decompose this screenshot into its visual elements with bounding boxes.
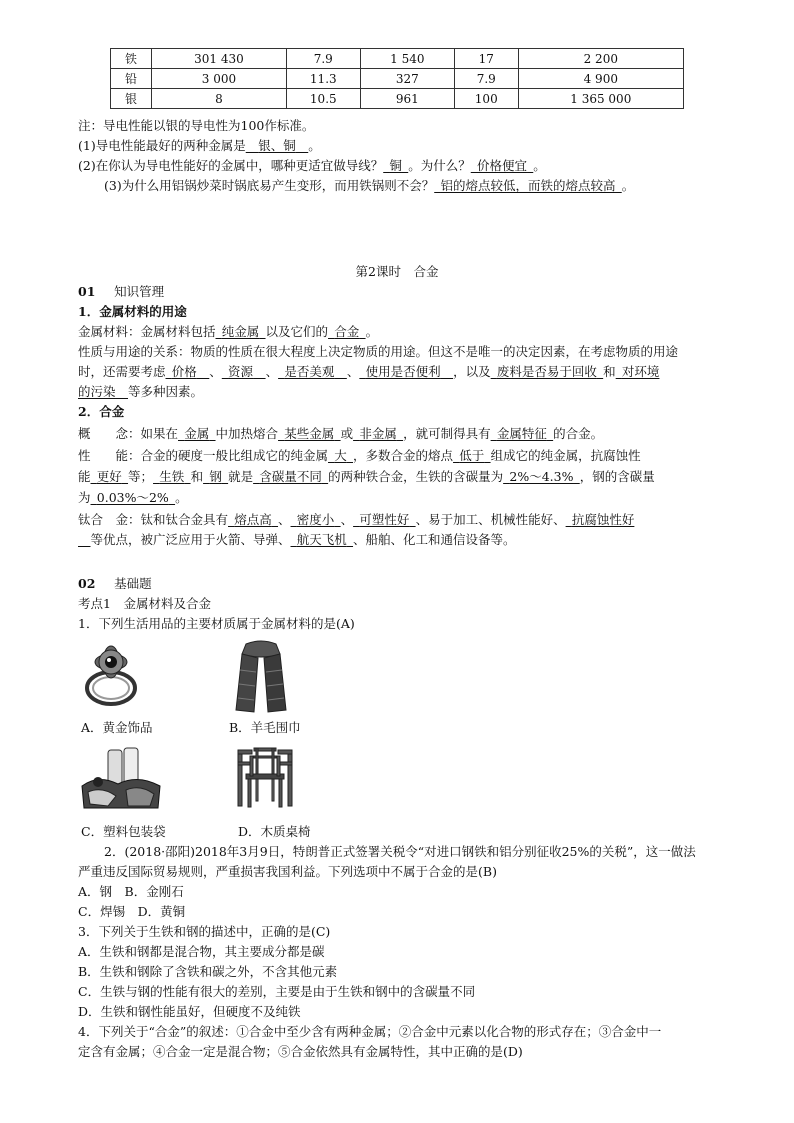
q3-stem: 3．下列关于生铁和钢的描述中，正确的是(C) — [78, 924, 331, 939]
concept-line: 概 念：如果在 金属 中加热熔合 某些金属 或 非金属 ，就可制得具有 金属特征 的合金。 — [78, 426, 604, 441]
property-use-line-2: 时，还需要考虑 价格 、 资源 、 是否美观 、 使用是否便利 ，以及 废料是否易于回收 和 对环境 — [78, 364, 660, 379]
table-cell: 11.3 — [286, 69, 360, 89]
table-cell: 7.9 — [454, 69, 518, 89]
note-line: 注：导电性能以银的导电性为100作标准。 — [78, 118, 315, 133]
subheading-alloy: 2．合金 — [78, 404, 125, 419]
q3-option-b: B．生铁和钢除了含铁和碳之外，不含其他元素 — [78, 964, 338, 979]
option-a-caption: A．黄金饰品 — [81, 720, 153, 735]
property-use-line-3: 的污染 等多种因素。 — [78, 384, 204, 399]
option-d-caption: D．木质桌椅 — [238, 824, 311, 839]
section-heading-2: 02 基础题 — [78, 576, 152, 591]
table-row — [111, 89, 684, 109]
table-cell: 100 — [454, 89, 518, 109]
table-cell: 3 000 — [152, 69, 287, 89]
titanium-line: 钛合 金：钛和钛合金具有 熔点高 、 密度小 、 可塑性好 、易于加工、机械性能好、 抗腐蚀性好 — [78, 512, 635, 527]
subheading-uses: 1．金属材料的用途 — [78, 304, 187, 319]
table-cell: 17 — [454, 49, 518, 69]
table-cell: 961 — [360, 89, 454, 109]
performance-line: 性 能：合金的硬度一般比组成它的纯金属 大 ，多数合金的熔点 低于 组成它的纯金属，抗腐蚀性 — [78, 448, 641, 463]
question-1: (1)导电性能最好的两种金属是 银、铜 。 — [78, 138, 321, 153]
q3-option-c: C．生铁与钢的性能有很大的差别，主要是由于生铁和钢中的含碳量不同 — [78, 984, 476, 999]
gold-ring-image — [78, 640, 144, 710]
q2-stem: 2．(2018·邵阳)2018年3月9日，特朗普正式签署关税令“对进口钢铁和铝分别征收25%的关税”，这一做法 — [104, 844, 696, 859]
table-cell: 4 900 — [518, 69, 683, 89]
lesson-title: 第2课时 合金 — [355, 264, 439, 279]
metal-name-cell: 铁 — [111, 49, 152, 69]
metal-material-line: 金属材料：金属材料包括 纯金属 以及它们的 合金 。 — [78, 324, 379, 339]
table-cell: 2 200 — [518, 49, 683, 69]
table-cell: 10.5 — [286, 89, 360, 109]
table-cell: 301 430 — [152, 49, 287, 69]
table-cell: 1 540 — [360, 49, 454, 69]
property-use-line: 性质与用途的关系：物质的性质在很大程度上决定物质的用途。但这不是唯一的决定因素，在考虑物质的用途 — [78, 344, 679, 359]
performance-line-3: 为 0.03%～2% 。 — [78, 490, 188, 505]
wooden-furniture-image — [234, 744, 296, 810]
table-row — [111, 69, 684, 89]
wool-scarf-image — [226, 640, 296, 714]
q4-stem-2: 定含有金属；④合金一定是混合物；⑤合金依然具有金属特性，其中正确的是(D) — [78, 1044, 523, 1059]
performance-line-2: 能 更好 等； 生铁 和 钢 就是 含碳量不同 的两种铁合金，生铁的含碳量为 2%～4.3% ，钢的含碳量 — [78, 469, 655, 484]
titanium-line-2: 等优点，被广泛应用于火箭、导弹、 航天飞机 、船舶、化工和通信设备等。 — [90, 532, 516, 547]
metal-name-cell: 银 — [111, 89, 152, 109]
q2-stem-2: 严重违反国际贸易规则，严重损害我国利益。下列选项中不属于合金的是(B) — [78, 864, 497, 879]
q1-stem: 1．下列生活用品的主要材质属于金属材料的是(A) — [78, 616, 355, 631]
plastic-bag-image — [78, 746, 164, 812]
topic-heading: 考点1 金属材料及合金 — [78, 596, 211, 611]
q4-stem: 4．下列关于“合金”的叙述：①合金中至少含有两种金属；②合金中元素以化合物的形式存在；③合金中一 — [78, 1024, 662, 1039]
question-3: (3)为什么用铝锅炒菜时锅底易产生变形，而用铁锅则不会？ 铝的熔点较低，而铁的熔点较高 。 — [104, 178, 635, 193]
q3-option-a: A．生铁和钢都是混合物，其主要成分都是碳 — [78, 944, 325, 959]
table-cell: 8 — [152, 89, 287, 109]
question-2: (2)在你认为导电性能好的金属中，哪种更适宜做导线？ 铜 。为什么？ 价格便宜 。 — [78, 158, 546, 173]
table-cell: 327 — [360, 69, 454, 89]
option-c-caption: C．塑料包装袋 — [81, 824, 166, 839]
metal-property-table — [110, 48, 684, 109]
q2-options-1: A．钢 B．金刚石 — [78, 884, 184, 899]
table-row — [111, 49, 684, 69]
table-cell: 7.9 — [286, 49, 360, 69]
table-cell: 1 365 000 — [518, 89, 683, 109]
q3-option-d: D．生铁和钢性能虽好，但硬度不及纯铁 — [78, 1004, 301, 1019]
metal-name-cell: 铅 — [111, 69, 152, 89]
option-b-caption: B．羊毛围巾 — [229, 720, 301, 735]
section-heading-1: 01 知识管理 — [78, 284, 165, 299]
q2-options-2: C．焊锡 D．黄铜 — [78, 904, 186, 919]
